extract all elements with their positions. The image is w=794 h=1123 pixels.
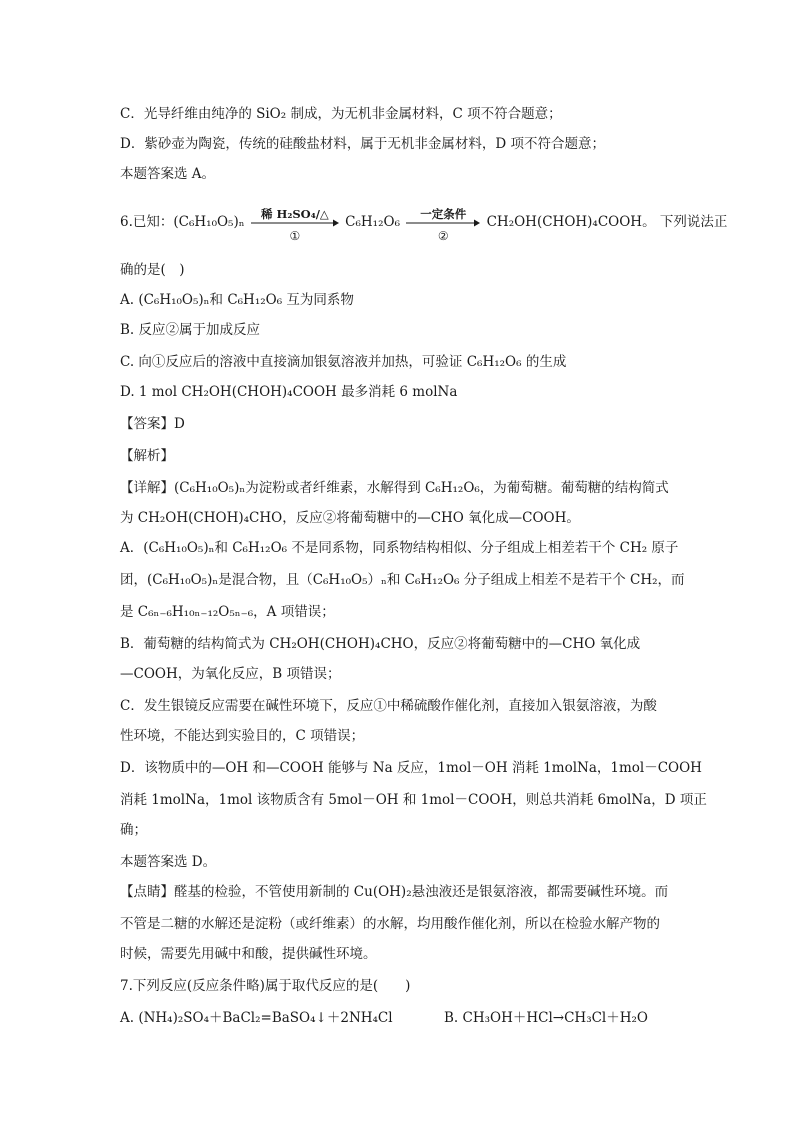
text-line: D．紫砂壶为陶瓷，传统的硅酸盐材料，属于无机非金属材料，D 项不符合题意； — [120, 136, 605, 152]
q7-option-b: B. CH₃OH＋HCl→CH₃Cl＋H₂O — [444, 1010, 649, 1026]
text-line: 确的是( ) — [120, 262, 185, 278]
text-line: A．(C₆H₁₀O₅)ₙ和 C₆H₁₂O₆ 不是同系物，同系物结构相似、分子组成上相差若干个 CH₂ 原子 — [120, 540, 679, 556]
text-line: C．发生银镜反应需要在碱性环境下，反应①中稀硫酸作催化剂，直接加入银氨溶液，为酸 — [120, 698, 657, 714]
q7-option-a: A. (NH₄)₂SO₄＋BaCl₂=BaSO₄↓＋2NH₄Cl — [120, 1010, 393, 1026]
text-line: 【详解】(C₆H₁₀O₅)ₙ为淀粉或者纤维素，水解得到 C₆H₁₂O₆，为葡萄糖。葡萄糖的结构简式 — [120, 480, 669, 496]
text-line: 性环境，不能达到实验目的，C 项错误； — [120, 728, 365, 744]
arrow-1-condition: 稀 H₂SO₄/△ — [260, 206, 329, 221]
option-d: D. 1 mol CH₂OH(CHOH)₄COOH 最多消耗 6 molNa — [120, 384, 458, 400]
text-line: 消耗 1molNa，1mol 该物质含有 5mol－OH 和 1mol－COOH，则总共消耗 6molNa，D 项正 — [120, 792, 707, 808]
reaction-arrow-2 — [406, 206, 480, 243]
arrow-1-step: ① — [289, 228, 301, 243]
intermediate: C₆H₁₂O₆ — [345, 214, 400, 230]
text-line: 确； — [120, 822, 147, 838]
text-line: 是 C₆ₙ₋₆H₁₀ₙ₋₁₂O₅ₙ₋₆，A 项错误； — [120, 604, 335, 620]
text-line: 本题答案选 D。 — [120, 854, 217, 870]
product: CH₂OH(CHOH)₄COOH。 下列说法正 — [486, 214, 728, 230]
text-line: 本题答案选 A。 — [120, 166, 216, 182]
text-line: —COOH，为氧化反应，B 项错误； — [120, 666, 341, 682]
text-line: 【点睛】醛基的检验，不管使用新制的 Cu(OH)₂悬浊液还是银氨溶液，都需要碱性环境。而 — [120, 884, 669, 900]
text-line: C．光导纤维由纯净的 SiO₂ 制成，为无机非金属材料，C 项不符合题意； — [120, 106, 562, 122]
text-line: 时候，需要先用碱中和酸，提供碱性环境。 — [120, 946, 377, 962]
reactant: 6.已知：(C₆H₁₀O₅)ₙ — [120, 214, 245, 230]
text-line: 不管是二糖的水解还是淀粉（或纤维素）的水解，均用酸作催化剂，所以在检验水解产物的 — [120, 916, 660, 932]
text-line: 为 CH₂OH(CHOH)₄CHO，反应②将葡萄糖中的—CHO 氧化成—COOH。 — [120, 510, 580, 526]
question-6-stem — [120, 206, 728, 243]
option-b: B. 反应②属于加成反应 — [120, 322, 261, 338]
text-line: D．该物质中的—OH 和—COOH 能够与 Na 反应，1mol－OH 消耗 1molNa，1mol－COOH — [120, 760, 702, 776]
text-line: 团，(C₆H₁₀O₅)ₙ是混合物，且（C₆H₁₀O₅）ₙ和 C₆H₁₂O₆ 分子组成上相差不是若干个 CH₂，而 — [120, 572, 685, 588]
answer-line: 【答案】D — [120, 416, 185, 432]
option-a: A. (C₆H₁₀O₅)ₙ和 C₆H₁₂O₆ 互为同系物 — [120, 292, 354, 308]
analysis-heading: 【解析】 — [120, 448, 174, 464]
option-c: C. 向①反应后的溶液中直接滴加银氨溶液并加热，可验证 C₆H₁₂O₆ 的生成 — [120, 354, 567, 370]
text-line: B．葡萄糖的结构简式为 CH₂OH(CHOH)₄CHO，反应②将葡萄糖中的—CHO 氧化成 — [120, 636, 641, 652]
reaction-arrow-1 — [251, 206, 339, 243]
arrow-2-step: ② — [437, 228, 449, 243]
question-7-stem: 7.下列反应(反应条件略)属于取代反应的是( ) — [120, 978, 411, 994]
arrow-2-condition: 一定条件 — [420, 206, 467, 221]
